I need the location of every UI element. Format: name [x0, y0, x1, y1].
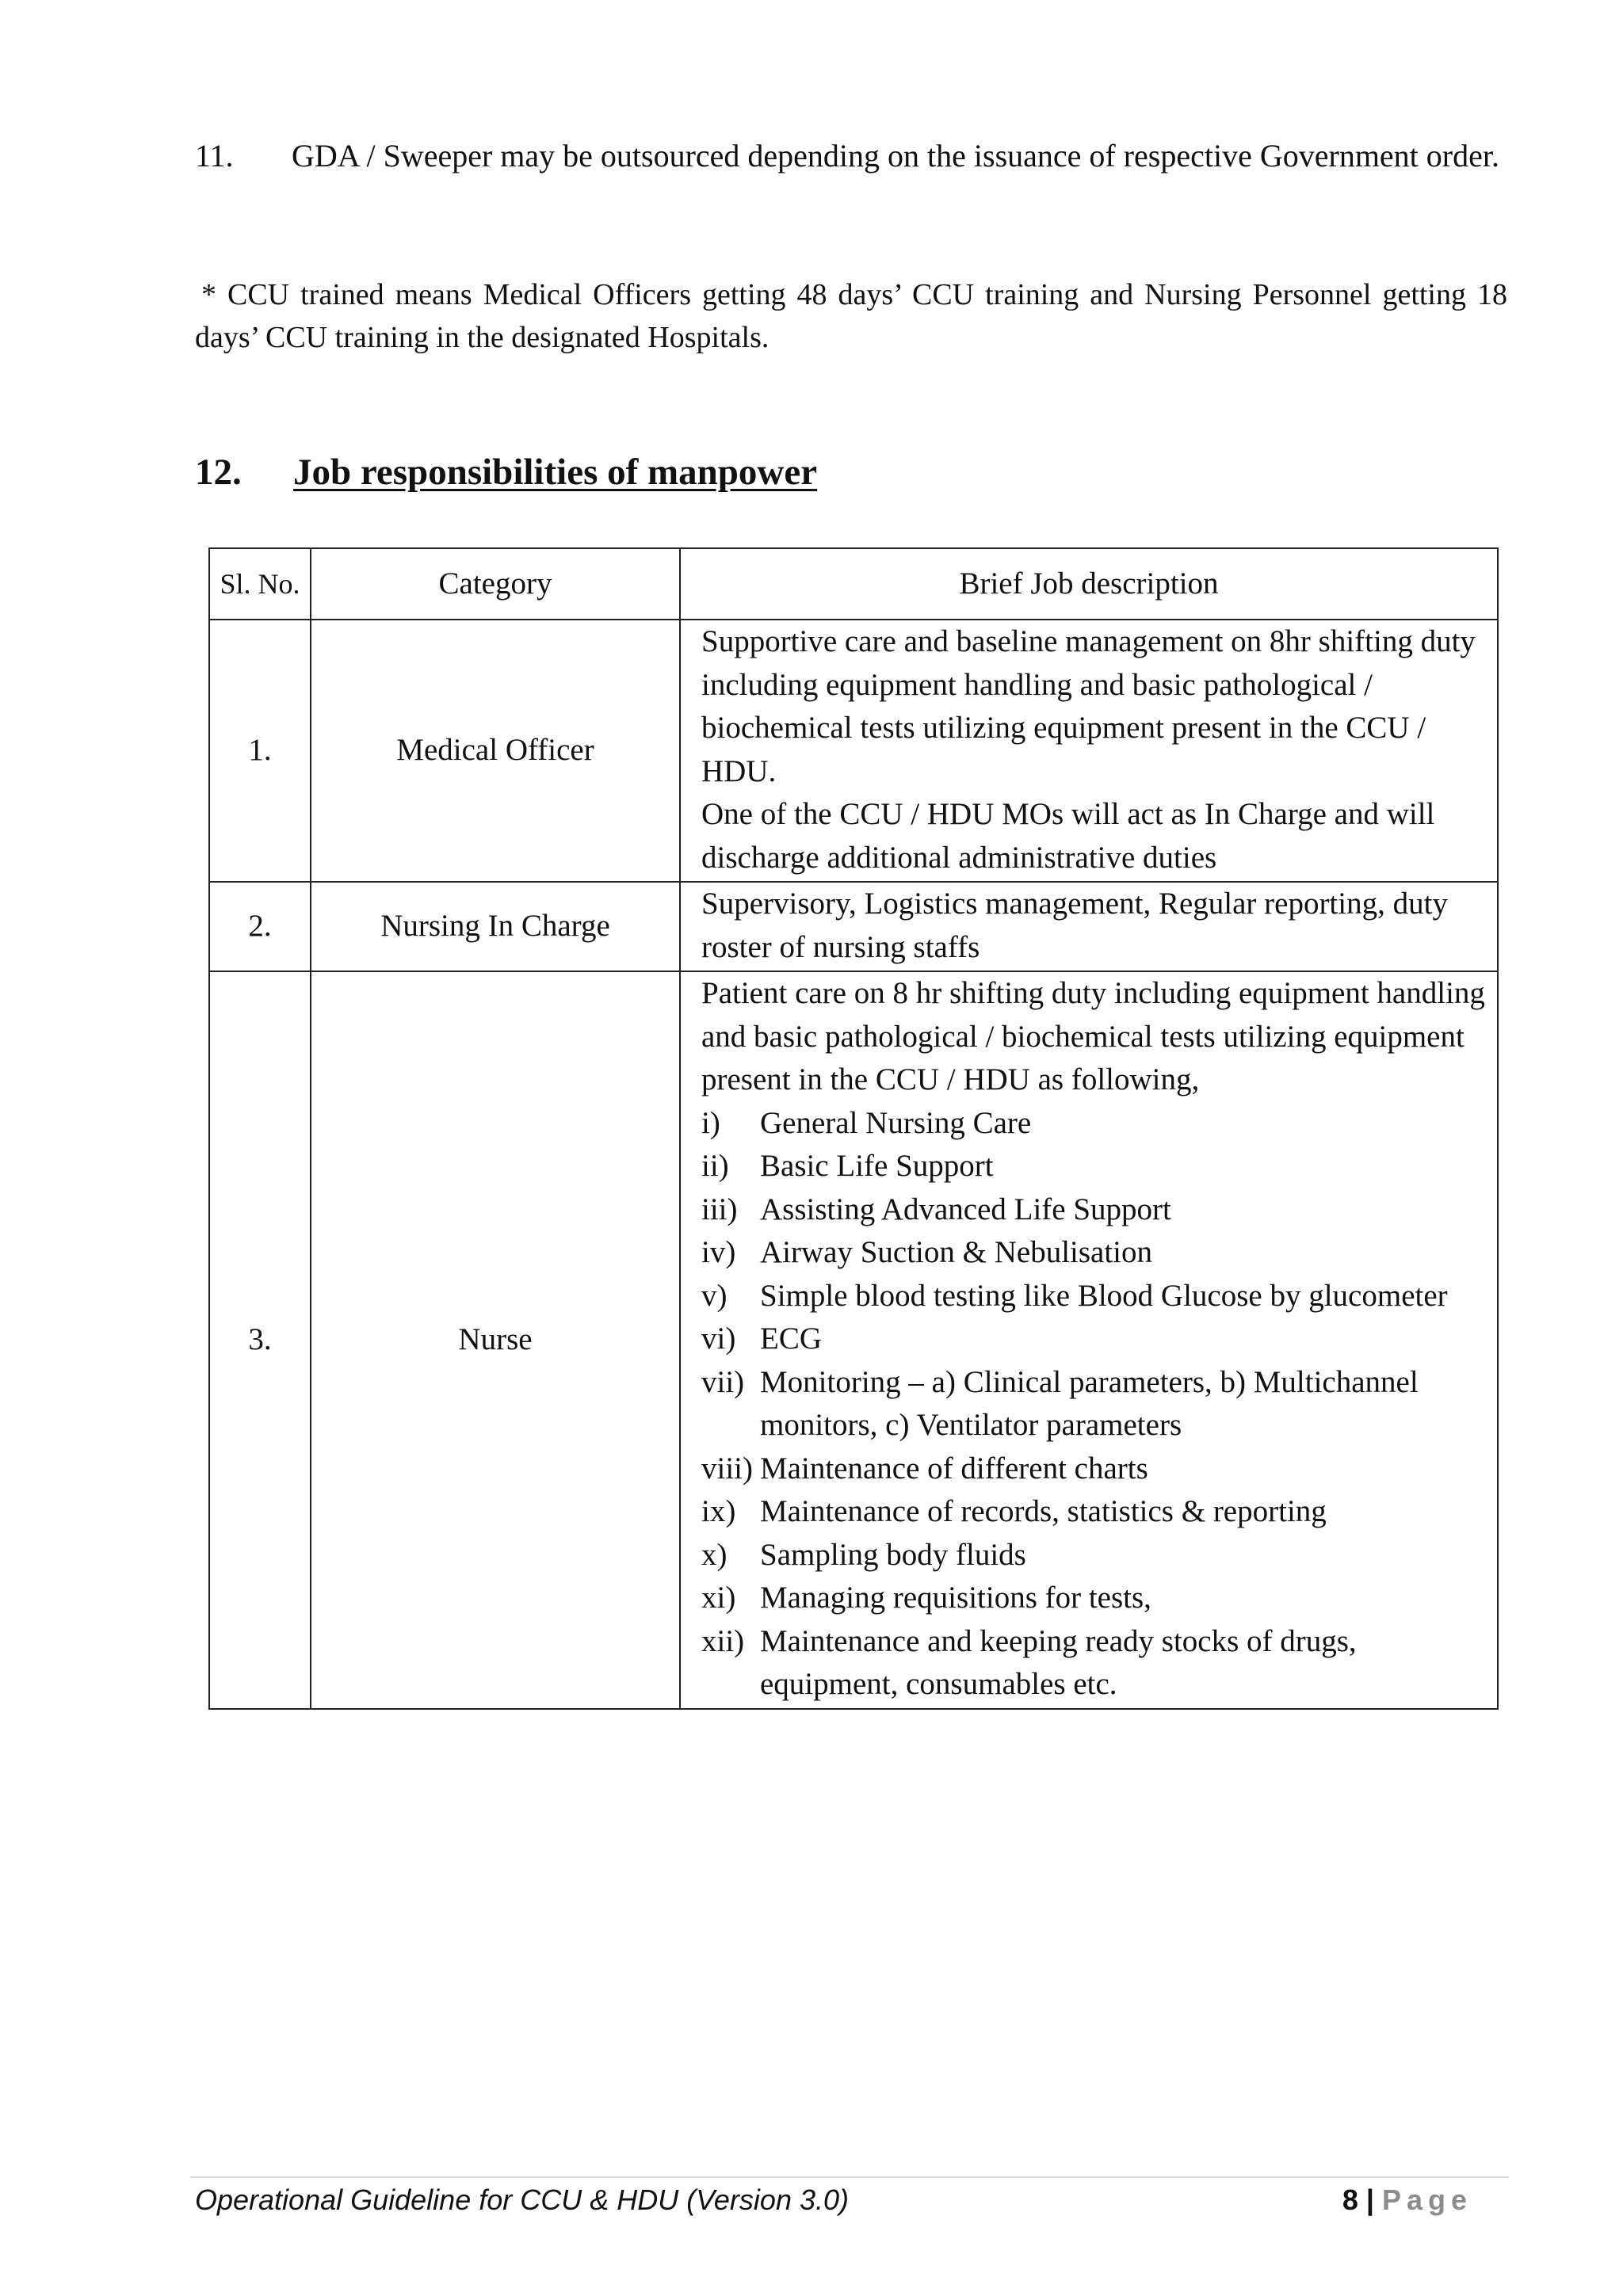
cell-category: Medical Officer	[311, 620, 680, 882]
footer-divider	[190, 2176, 1509, 2178]
item-number: 11.	[195, 138, 234, 174]
nurse-duties-list	[701, 1102, 1491, 1707]
list-item-11	[195, 133, 1507, 179]
table-row	[209, 620, 1498, 882]
table-header-row	[209, 548, 1498, 620]
cell-description	[680, 620, 1498, 882]
cell-sl-no: 2.	[209, 882, 311, 971]
cell-category: Nursing In Charge	[311, 882, 680, 971]
cell-description	[680, 971, 1498, 1709]
footer-document-title: Operational Guideline for CCU & HDU (Version 3.0)	[195, 2183, 849, 2216]
job-responsibilities-table	[208, 547, 1499, 1710]
list-item: xi) Managing requisitions for tests,	[701, 1581, 1151, 1615]
description-paragraph: Supportive care and baseline management on 8hr shifting duty including equipment handling and basic pathological / biochemical tests utilizing equipment present in the CCU / HDU.	[701, 624, 1476, 788]
header-category: Category	[311, 548, 680, 620]
page-number: 8	[1342, 2183, 1358, 2216]
list-item: x) Sampling body fluids	[701, 1537, 1026, 1572]
item-text: GDA / Sweeper may be outsourced depending on the issuance of respective Government order.	[292, 138, 1499, 174]
section-title: Job responsibilities of manpower	[293, 452, 818, 493]
list-item: vi) ECG	[701, 1322, 822, 1356]
list-item: v) Simple blood testing like Blood Glucose by glucometer	[701, 1278, 1448, 1313]
section-number: 12.	[195, 452, 242, 493]
list-item: iv) Airway Suction & Nebulisation	[701, 1235, 1153, 1269]
cell-sl-no: 1.	[209, 620, 311, 882]
footer-page-indicator	[1342, 2180, 1472, 2220]
page-separator: |	[1365, 2183, 1374, 2216]
list-item: viii) Maintenance of different charts	[701, 1451, 1148, 1486]
table-row	[209, 882, 1498, 971]
list-item: i) General Nursing Care	[701, 1105, 1032, 1140]
cell-description	[680, 882, 1498, 971]
list-item: ix) Maintenance of records, statistics & reporting	[701, 1494, 1327, 1528]
header-job-description: Brief Job description	[680, 548, 1498, 620]
cell-sl-no: 3.	[209, 971, 311, 1709]
header-sl-no: Sl. No.	[209, 548, 311, 620]
table-row	[209, 971, 1498, 1709]
cell-category: Nurse	[311, 971, 680, 1709]
list-item: vii) Monitoring – a) Clinical parameters, b) Multichannel monitors, c) Ventilator parameters	[701, 1364, 1419, 1442]
list-item: ii) Basic Life Support	[701, 1149, 994, 1183]
ccu-trained-footnote: * CCU trained means Medical Officers getting 48 days’ CCU training and Nursing Personnel getting 18 days’ CCU training in the designated Hospitals.	[195, 278, 1507, 354]
section-heading	[195, 447, 817, 498]
page-word: Page	[1381, 2183, 1472, 2216]
list-item: iii) Assisting Advanced Life Support	[701, 1192, 1171, 1226]
description-paragraph: One of the CCU / HDU MOs will act as In Charge and will discharge additional administrative duties	[701, 797, 1435, 875]
description-paragraph: Supervisory, Logistics management, Regular reporting, duty roster of nursing staffs	[701, 887, 1448, 964]
description-paragraph: Patient care on 8 hr shifting duty including equipment handling and basic pathological / biochemical tests utilizing equipment present in the CCU / HDU as following,	[701, 976, 1485, 1097]
list-item: xii) Maintenance and keeping ready stocks of drugs, equipment, consumables etc.	[701, 1623, 1357, 1701]
